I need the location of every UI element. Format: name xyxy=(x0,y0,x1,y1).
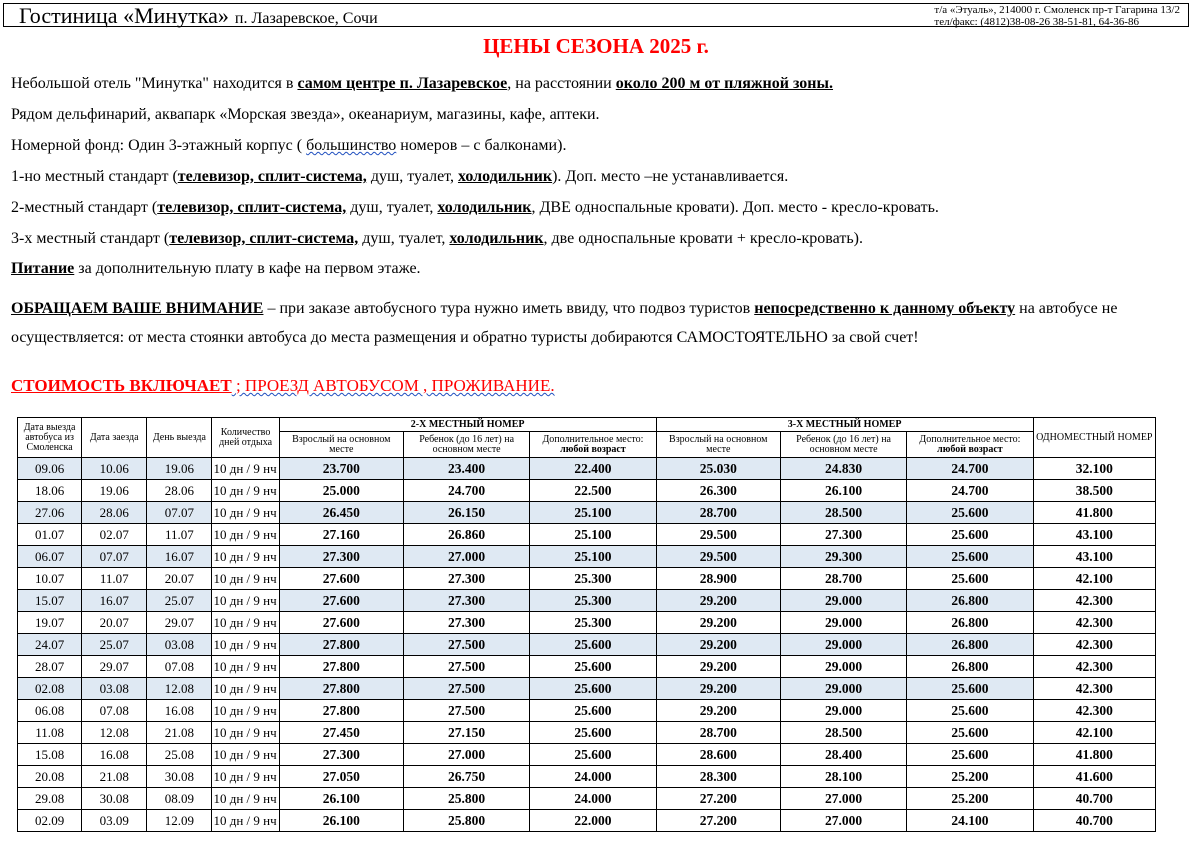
cell-triple-adult-price: 29.200 xyxy=(656,678,780,700)
cell-triple-child-price: 28.100 xyxy=(780,766,906,788)
cell-double-child-price: 26.860 xyxy=(403,524,529,546)
cell-triple-adult-price: 27.200 xyxy=(656,788,780,810)
cell-triple-extra-price: 25.600 xyxy=(907,568,1033,590)
cell-double-extra-price: 24.000 xyxy=(530,766,656,788)
cell-double-child-price: 27.000 xyxy=(403,744,529,766)
cell-double-adult-price: 27.300 xyxy=(279,546,403,568)
cell-single-price: 42.300 xyxy=(1033,678,1155,700)
cell-departure-date: 02.09 xyxy=(18,810,82,832)
header-duration: Количество дней отдыха xyxy=(212,418,279,458)
cell-duration: 10 дн / 9 нч xyxy=(212,722,279,744)
cell-double-extra-price: 25.300 xyxy=(530,590,656,612)
cell-departure-date: 27.06 xyxy=(18,502,82,524)
cell-triple-extra-price: 24.700 xyxy=(907,480,1033,502)
intro-text: Номерной фонд: Один 3-этажный корпус ( xyxy=(11,137,307,154)
cell-triple-adult-price: 25.030 xyxy=(656,458,780,480)
cell-checkout-date: 11.07 xyxy=(147,524,212,546)
cell-duration: 10 дн / 9 нч xyxy=(212,502,279,524)
cell-double-child-price: 26.750 xyxy=(403,766,529,788)
agency-contacts xyxy=(934,4,1180,28)
cell-duration: 10 дн / 9 нч xyxy=(212,546,279,568)
cell-triple-child-price: 29.000 xyxy=(780,590,906,612)
cell-checkout-date: 19.06 xyxy=(147,458,212,480)
cell-departure-date: 06.07 xyxy=(18,546,82,568)
cell-duration: 10 дн / 9 нч xyxy=(212,656,279,678)
cell-checkout-date: 12.08 xyxy=(147,678,212,700)
cell-checkin-date: 20.07 xyxy=(82,612,147,634)
cell-checkin-date: 16.08 xyxy=(82,744,147,766)
cell-checkin-date: 30.08 xyxy=(82,788,147,810)
header-departure: Дата выезда автобуса из Смоленска xyxy=(18,418,82,458)
hotel-name: Гостиница «Минутка» xyxy=(19,3,229,28)
cell-departure-date: 06.08 xyxy=(18,700,82,722)
cell-triple-child-price: 29.000 xyxy=(780,634,906,656)
cell-checkin-date: 07.07 xyxy=(82,546,147,568)
cell-triple-adult-price: 29.500 xyxy=(656,524,780,546)
intro-text: душ, туалет, xyxy=(358,230,450,247)
price-includes xyxy=(11,376,555,396)
cell-departure-date: 24.07 xyxy=(18,634,82,656)
cell-duration: 10 дн / 9 нч xyxy=(212,744,279,766)
header-checkin: Дата заезда xyxy=(82,418,147,458)
cell-triple-adult-price: 28.300 xyxy=(656,766,780,788)
header-checkout: День выезда xyxy=(147,418,212,458)
table-row xyxy=(18,700,1156,722)
cell-duration: 10 дн / 9 нч xyxy=(212,766,279,788)
cell-double-extra-price: 22.000 xyxy=(530,810,656,832)
cell-single-price: 42.300 xyxy=(1033,656,1155,678)
cell-checkin-date: 03.08 xyxy=(82,678,147,700)
table-row xyxy=(18,766,1156,788)
cell-triple-extra-price: 25.600 xyxy=(907,546,1033,568)
cell-checkout-date: 25.07 xyxy=(147,590,212,612)
intro-highlight: самом центре п. Лазаревское xyxy=(297,75,508,92)
cell-triple-adult-price: 29.200 xyxy=(656,612,780,634)
cell-single-price: 42.300 xyxy=(1033,634,1155,656)
cell-checkout-date: 03.08 xyxy=(147,634,212,656)
cell-triple-adult-price: 28.600 xyxy=(656,744,780,766)
cell-double-extra-price: 22.400 xyxy=(530,458,656,480)
cell-double-extra-price: 22.500 xyxy=(530,480,656,502)
table-row xyxy=(18,480,1156,502)
cell-departure-date: 28.07 xyxy=(18,656,82,678)
table-row xyxy=(18,788,1156,810)
amenity-highlight: телевизор, сплит-система, xyxy=(169,230,359,247)
cell-triple-child-price: 27.000 xyxy=(780,788,906,810)
cell-double-adult-price: 27.600 xyxy=(279,612,403,634)
cell-double-extra-price: 25.100 xyxy=(530,546,656,568)
intro-text: Рядом дельфинарий, аквапарк «Морская звезда», океанариум, магазины, кафе, аптеки. xyxy=(11,106,600,123)
table-row xyxy=(18,612,1156,634)
table-row xyxy=(18,744,1156,766)
amenity-highlight: телевизор, сплит-система, xyxy=(177,168,367,185)
cell-checkin-date: 25.07 xyxy=(82,634,147,656)
cell-triple-child-price: 28.400 xyxy=(780,744,906,766)
cell-departure-date: 09.06 xyxy=(18,458,82,480)
header-triple-room: 3-Х МЕСТНЫЙ НОМЕР xyxy=(656,418,1033,432)
cell-triple-extra-price: 25.600 xyxy=(907,744,1033,766)
cell-double-adult-price: 26.450 xyxy=(279,502,403,524)
notice-line-2 xyxy=(11,329,919,347)
table-row xyxy=(18,722,1156,744)
notice-lead: ОБРАЩАЕМ ВАШЕ ВНИМАНИЕ xyxy=(11,300,264,317)
cell-checkout-date: 08.09 xyxy=(147,788,212,810)
cell-departure-date: 10.07 xyxy=(18,568,82,590)
cell-checkout-date: 12.09 xyxy=(147,810,212,832)
notice-highlight: непосредственно к данному объекту xyxy=(754,300,1016,317)
table-row xyxy=(18,656,1156,678)
cell-triple-child-price: 29.300 xyxy=(780,546,906,568)
intro-location xyxy=(11,75,833,93)
cell-double-adult-price: 27.600 xyxy=(279,590,403,612)
cell-double-adult-price: 27.050 xyxy=(279,766,403,788)
cell-single-price: 42.300 xyxy=(1033,590,1155,612)
table-row xyxy=(18,568,1156,590)
cell-triple-extra-price: 26.800 xyxy=(907,590,1033,612)
cell-single-price: 38.500 xyxy=(1033,480,1155,502)
cell-duration: 10 дн / 9 нч xyxy=(212,480,279,502)
cell-triple-extra-price: 25.600 xyxy=(907,524,1033,546)
cell-single-price: 41.800 xyxy=(1033,744,1155,766)
cell-triple-adult-price: 29.500 xyxy=(656,546,780,568)
cell-duration: 10 дн / 9 нч xyxy=(212,810,279,832)
cell-single-price: 42.300 xyxy=(1033,612,1155,634)
cell-double-child-price: 27.500 xyxy=(403,700,529,722)
cell-checkout-date: 29.07 xyxy=(147,612,212,634)
cell-single-price: 40.700 xyxy=(1033,810,1155,832)
cell-double-extra-price: 25.600 xyxy=(530,700,656,722)
cell-checkin-date: 07.08 xyxy=(82,700,147,722)
cell-triple-adult-price: 27.200 xyxy=(656,810,780,832)
header-single-room: ОДНОМЕСТНЫЙ НОМЕР xyxy=(1033,418,1155,458)
intro-text: 2-местный стандарт ( xyxy=(11,199,158,216)
intro-nearby xyxy=(11,106,600,124)
header-triple-adult: Взрослый на основном месте xyxy=(656,432,780,458)
header-triple-extra xyxy=(907,432,1033,458)
intro-text: душ, туалет, xyxy=(366,168,458,185)
cell-double-adult-price: 27.800 xyxy=(279,678,403,700)
cell-triple-extra-price: 26.800 xyxy=(907,634,1033,656)
cell-departure-date: 01.07 xyxy=(18,524,82,546)
cell-checkin-date: 03.09 xyxy=(82,810,147,832)
notice-text: осуществляется: от места стоянки автобуса до места размещения и обратно туристы добираются САМОСТОЯТЕЛЬНО за свой счет! xyxy=(11,329,919,346)
cell-single-price: 42.300 xyxy=(1033,700,1155,722)
cell-checkout-date: 20.07 xyxy=(147,568,212,590)
cell-double-adult-price: 27.300 xyxy=(279,744,403,766)
cell-single-price: 42.100 xyxy=(1033,722,1155,744)
cell-double-extra-price: 24.000 xyxy=(530,788,656,810)
cell-departure-date: 18.06 xyxy=(18,480,82,502)
cell-double-extra-price: 25.600 xyxy=(530,678,656,700)
intro-text: за дополнительную плату в кафе на первом этаже. xyxy=(74,260,421,277)
cell-triple-extra-price: 26.800 xyxy=(907,656,1033,678)
cell-checkout-date: 07.07 xyxy=(147,502,212,524)
cell-checkout-date: 30.08 xyxy=(147,766,212,788)
cell-departure-date: 15.07 xyxy=(18,590,82,612)
cell-triple-child-price: 28.500 xyxy=(780,722,906,744)
cell-triple-adult-price: 26.300 xyxy=(656,480,780,502)
price-table xyxy=(17,417,1156,832)
cell-checkout-date: 16.08 xyxy=(147,700,212,722)
notice-text: на автобусе не xyxy=(1015,300,1118,317)
cell-double-child-price: 27.300 xyxy=(403,568,529,590)
cell-double-adult-price: 25.000 xyxy=(279,480,403,502)
table-row xyxy=(18,678,1156,700)
cell-double-adult-price: 27.600 xyxy=(279,568,403,590)
cell-triple-adult-price: 29.200 xyxy=(656,700,780,722)
cell-duration: 10 дн / 9 нч xyxy=(212,458,279,480)
table-row xyxy=(18,524,1156,546)
cell-checkout-date: 16.07 xyxy=(147,546,212,568)
cell-triple-adult-price: 28.900 xyxy=(656,568,780,590)
cell-triple-child-price: 29.000 xyxy=(780,678,906,700)
cell-triple-child-price: 27.000 xyxy=(780,810,906,832)
table-row xyxy=(18,634,1156,656)
extra-label: Дополнительное место: xyxy=(542,433,644,445)
cell-checkout-date: 28.06 xyxy=(147,480,212,502)
cell-single-price: 43.100 xyxy=(1033,524,1155,546)
cell-checkin-date: 19.06 xyxy=(82,480,147,502)
notice-text: – при заказе автобусного тура нужно иметь ввиду, что подвоз туристов xyxy=(263,300,755,317)
header-triple-child: Ребенок (до 16 лет) на основном месте xyxy=(780,432,906,458)
table-row xyxy=(18,502,1156,524)
meals-highlight: Питание xyxy=(11,260,75,277)
amenity-highlight: холодильник xyxy=(457,168,553,185)
cell-double-extra-price: 25.300 xyxy=(530,568,656,590)
cell-triple-child-price: 28.700 xyxy=(780,568,906,590)
cell-duration: 10 дн / 9 нч xyxy=(212,634,279,656)
cell-double-extra-price: 25.100 xyxy=(530,502,656,524)
cell-double-adult-price: 27.800 xyxy=(279,700,403,722)
includes-text: ; ПРОЕЗД АВТОБУСОМ , ПРОЖИВАНИЕ. xyxy=(231,376,555,395)
cell-checkin-date: 10.06 xyxy=(82,458,147,480)
extra-age: любой возраст xyxy=(560,443,626,455)
cell-duration: 10 дн / 9 нч xyxy=(212,788,279,810)
cell-triple-child-price: 29.000 xyxy=(780,700,906,722)
cell-departure-date: 11.08 xyxy=(18,722,82,744)
cell-triple-extra-price: 25.600 xyxy=(907,700,1033,722)
extra-label: Дополнительное место: xyxy=(919,433,1021,445)
cell-checkin-date: 12.08 xyxy=(82,722,147,744)
document-header xyxy=(3,3,1189,27)
cell-double-adult-price: 27.800 xyxy=(279,656,403,678)
cell-double-child-price: 25.800 xyxy=(403,788,529,810)
cell-double-extra-price: 25.600 xyxy=(530,722,656,744)
cell-double-child-price: 27.300 xyxy=(403,612,529,634)
header-double-extra xyxy=(530,432,656,458)
room-triple-desc xyxy=(11,230,863,248)
cell-checkin-date: 02.07 xyxy=(82,524,147,546)
cell-duration: 10 дн / 9 нч xyxy=(212,524,279,546)
cell-double-child-price: 23.400 xyxy=(403,458,529,480)
cell-duration: 10 дн / 9 нч xyxy=(212,678,279,700)
cell-triple-child-price: 29.000 xyxy=(780,656,906,678)
notice-line-1 xyxy=(11,300,1117,318)
intro-text: 1-но местный стандарт ( xyxy=(11,168,178,185)
intro-text: , ДВЕ односпальные кровати). Доп. место - кресло-кровать. xyxy=(531,199,939,216)
cell-double-adult-price: 27.450 xyxy=(279,722,403,744)
room-double-desc xyxy=(11,199,939,217)
cell-triple-extra-price: 25.200 xyxy=(907,766,1033,788)
cell-checkin-date: 29.07 xyxy=(82,656,147,678)
cell-departure-date: 19.07 xyxy=(18,612,82,634)
cell-checkin-date: 28.06 xyxy=(82,502,147,524)
cell-triple-extra-price: 24.700 xyxy=(907,458,1033,480)
cell-double-extra-price: 25.600 xyxy=(530,634,656,656)
header-double-adult: Взрослый на основном месте xyxy=(279,432,403,458)
header-double-child: Ребенок (до 16 лет) на основном месте xyxy=(403,432,529,458)
cell-double-child-price: 26.150 xyxy=(403,502,529,524)
table-row xyxy=(18,546,1156,568)
intro-text: 3-х местный стандарт ( xyxy=(11,230,170,247)
intro-text: душ, туалет, xyxy=(346,199,438,216)
intro-text: номеров – с балконами). xyxy=(396,137,567,154)
cell-single-price: 43.100 xyxy=(1033,546,1155,568)
cell-triple-extra-price: 24.100 xyxy=(907,810,1033,832)
cell-departure-date: 02.08 xyxy=(18,678,82,700)
includes-lead: СТОИМОСТЬ ВКЛЮЧАЕТ xyxy=(11,376,232,395)
cell-double-child-price: 27.000 xyxy=(403,546,529,568)
cell-triple-extra-price: 25.200 xyxy=(907,788,1033,810)
cell-duration: 10 дн / 9 нч xyxy=(212,568,279,590)
cell-duration: 10 дн / 9 нч xyxy=(212,700,279,722)
cell-triple-adult-price: 28.700 xyxy=(656,502,780,524)
cell-single-price: 42.100 xyxy=(1033,568,1155,590)
cell-triple-adult-price: 29.200 xyxy=(656,590,780,612)
cell-triple-child-price: 27.300 xyxy=(780,524,906,546)
cell-single-price: 41.600 xyxy=(1033,766,1155,788)
cell-double-child-price: 24.700 xyxy=(403,480,529,502)
cell-double-adult-price: 26.100 xyxy=(279,788,403,810)
cell-double-adult-price: 23.700 xyxy=(279,458,403,480)
cell-triple-child-price: 26.100 xyxy=(780,480,906,502)
intro-text: большинство xyxy=(306,137,397,154)
cell-double-adult-price: 27.800 xyxy=(279,634,403,656)
cell-checkout-date: 21.08 xyxy=(147,722,212,744)
header-double-room: 2-Х МЕСТНЫЙ НОМЕР xyxy=(279,418,656,432)
cell-checkout-date: 25.08 xyxy=(147,744,212,766)
table-row xyxy=(18,590,1156,612)
cell-departure-date: 15.08 xyxy=(18,744,82,766)
cell-departure-date: 20.08 xyxy=(18,766,82,788)
intro-highlight: около 200 м от пляжной зоны. xyxy=(615,75,834,92)
cell-single-price: 32.100 xyxy=(1033,458,1155,480)
amenity-highlight: холодильник xyxy=(437,199,532,216)
cell-double-extra-price: 25.600 xyxy=(530,656,656,678)
extra-age: любой возраст xyxy=(937,443,1003,455)
agency-phones: тел/факс: (4812)38-08-26 38-51-81, 64-36-86 xyxy=(934,16,1139,28)
intro-text: , две односпальные кровати + кресло-кровать). xyxy=(543,230,863,247)
amenity-highlight: телевизор, сплит-система, xyxy=(157,199,347,216)
cell-triple-extra-price: 25.600 xyxy=(907,678,1033,700)
cell-double-child-price: 27.500 xyxy=(403,678,529,700)
meals-desc xyxy=(11,260,421,278)
season-title: ЦЕНЫ СЕЗОНА 2025 г. xyxy=(483,34,709,58)
cell-checkin-date: 11.07 xyxy=(82,568,147,590)
amenity-highlight: холодильник xyxy=(449,230,544,247)
hotel-title xyxy=(19,3,378,29)
agency-address: т/а «Этуаль», 214000 г. Смоленск пр-т Гагарина 13/2 xyxy=(934,4,1180,16)
cell-triple-child-price: 24.830 xyxy=(780,458,906,480)
cell-double-extra-price: 25.100 xyxy=(530,524,656,546)
cell-triple-adult-price: 29.200 xyxy=(656,656,780,678)
cell-double-child-price: 27.500 xyxy=(403,634,529,656)
intro-text: Небольшой отель "Минутка" находится в xyxy=(11,75,298,92)
room-single-desc xyxy=(11,168,788,186)
cell-triple-extra-price: 26.800 xyxy=(907,612,1033,634)
intro-rooms xyxy=(11,137,566,155)
table-row xyxy=(18,810,1156,832)
cell-double-adult-price: 26.100 xyxy=(279,810,403,832)
intro-text: ). Доп. место –не устанавливается. xyxy=(552,168,789,185)
cell-triple-extra-price: 25.600 xyxy=(907,722,1033,744)
cell-single-price: 40.700 xyxy=(1033,788,1155,810)
cell-double-child-price: 27.150 xyxy=(403,722,529,744)
cell-checkout-date: 07.08 xyxy=(147,656,212,678)
price-table-body xyxy=(18,458,1156,832)
cell-triple-adult-price: 29.200 xyxy=(656,634,780,656)
cell-duration: 10 дн / 9 нч xyxy=(212,590,279,612)
cell-double-extra-price: 25.600 xyxy=(530,744,656,766)
cell-checkin-date: 21.08 xyxy=(82,766,147,788)
cell-double-child-price: 27.300 xyxy=(403,590,529,612)
cell-single-price: 41.800 xyxy=(1033,502,1155,524)
intro-text: , на расстоянии xyxy=(507,75,616,92)
cell-departure-date: 29.08 xyxy=(18,788,82,810)
cell-double-adult-price: 27.160 xyxy=(279,524,403,546)
cell-double-child-price: 27.500 xyxy=(403,656,529,678)
cell-triple-extra-price: 25.600 xyxy=(907,502,1033,524)
table-row xyxy=(18,458,1156,480)
cell-triple-child-price: 28.500 xyxy=(780,502,906,524)
cell-duration: 10 дн / 9 нч xyxy=(212,612,279,634)
cell-triple-child-price: 29.000 xyxy=(780,612,906,634)
cell-triple-adult-price: 28.700 xyxy=(656,722,780,744)
cell-checkin-date: 16.07 xyxy=(82,590,147,612)
cell-double-child-price: 25.800 xyxy=(403,810,529,832)
cell-double-extra-price: 25.300 xyxy=(530,612,656,634)
hotel-location: п. Лазаревское, Сочи xyxy=(234,10,378,27)
